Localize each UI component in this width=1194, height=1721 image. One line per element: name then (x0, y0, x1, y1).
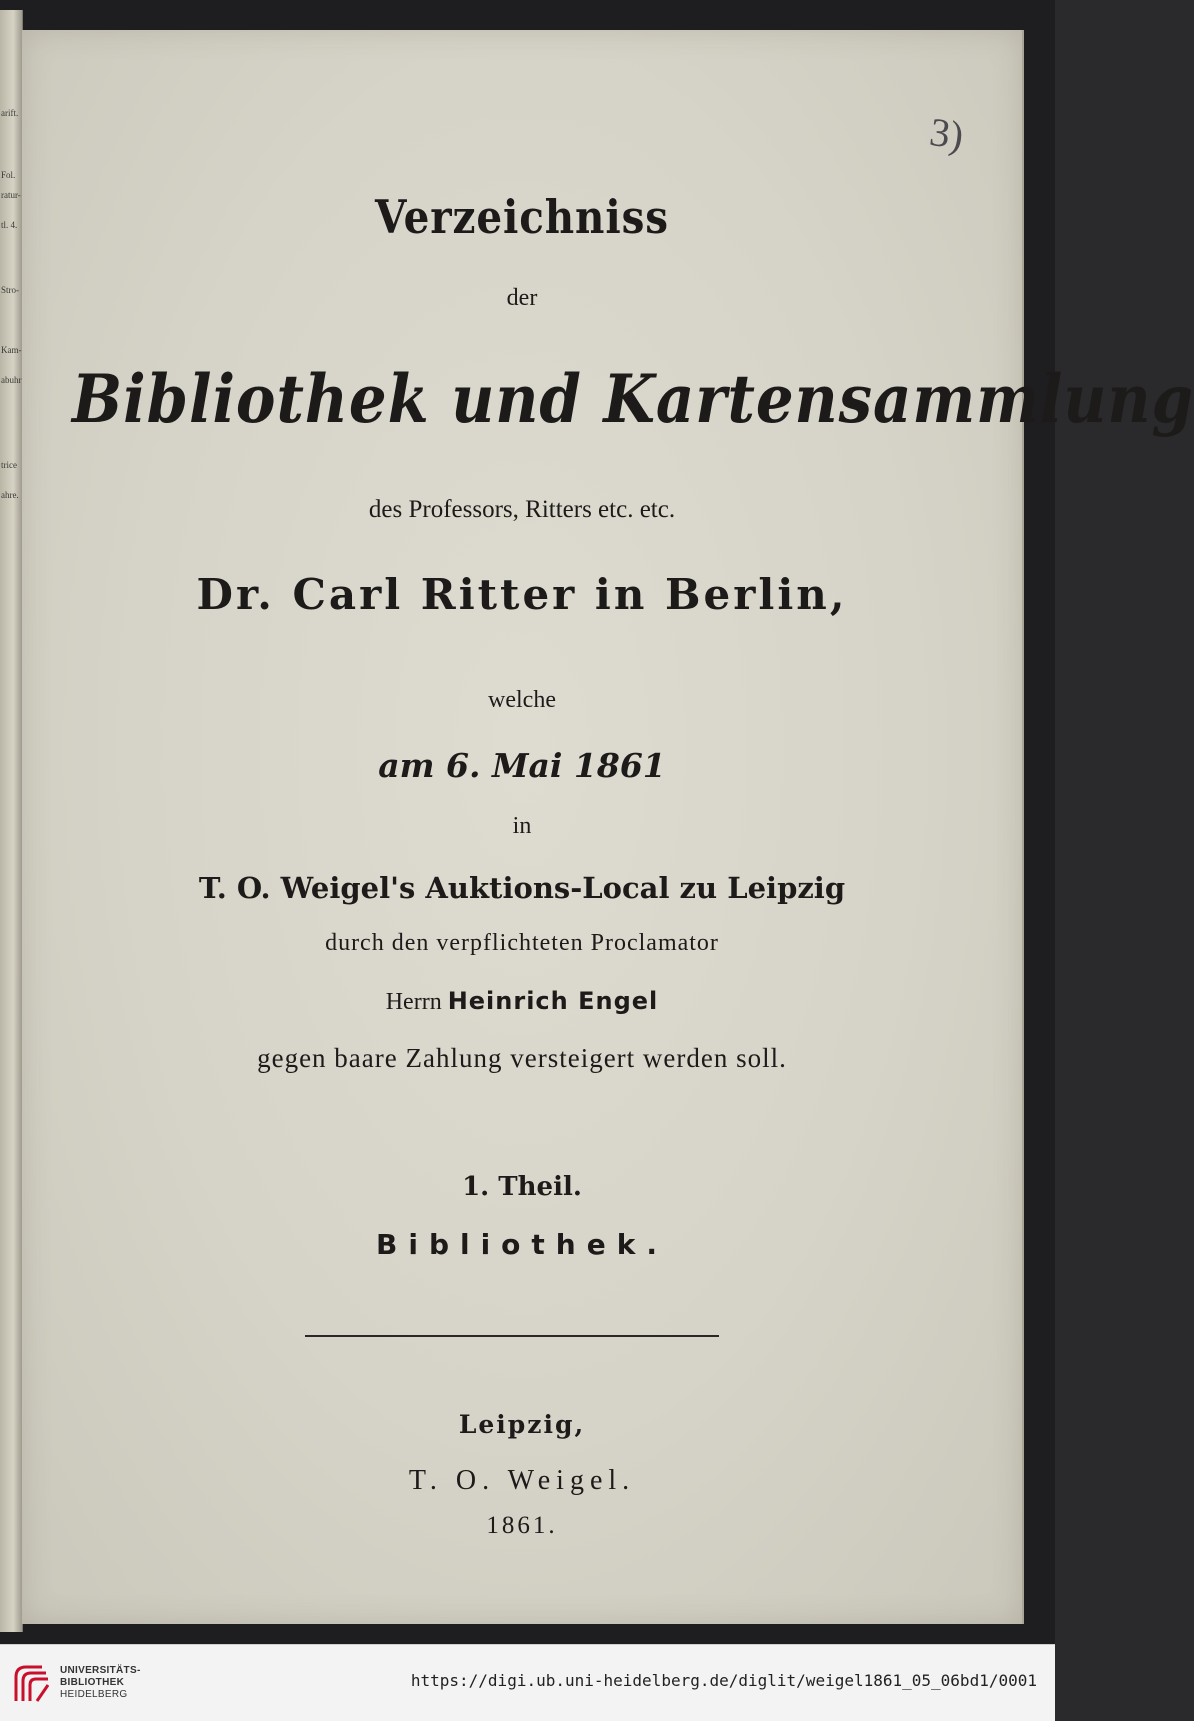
logo-line-3: HEIDELBERG (60, 1689, 128, 1700)
proclamator-line: durch den verpflichteten Proclamator (325, 930, 719, 956)
part-title: Bibliothek. (376, 1228, 668, 1261)
handwritten-page-number: 3) (927, 108, 967, 159)
margin-fragment: tl. 4. (1, 220, 18, 230)
margin-fragment: Kam- (1, 345, 22, 355)
logo-line-1: UNIVERSITÄTS- (60, 1665, 141, 1676)
title-page (22, 30, 1194, 1624)
margin-fragment: abuhr (1, 375, 22, 385)
margin-fragment: Stro- (1, 285, 19, 295)
owner-name: Dr. Carl Ritter in Berlin, (196, 570, 848, 619)
herrn-prefix: Herrn (385, 989, 442, 1015)
library-logo-text (60, 1665, 141, 1701)
permalink-url[interactable]: https://digi.ub.uni-heidelberg.de/diglit/weigel1861_05_06bd1/0001 (410, 1671, 1037, 1690)
margin-fragment: ahre. (1, 490, 19, 500)
imprint-publisher: T. O. Weigel. (408, 1465, 636, 1496)
welche-line: welche (488, 687, 556, 713)
margin-fragment: ratur- (1, 190, 21, 200)
professor-line: des Professors, Ritters etc. etc. (368, 496, 676, 523)
auctioneer-name: Heinrich Engel (447, 987, 659, 1015)
connector-der: der (506, 285, 538, 311)
subtitle-blackletter: Bibliothek und Kartensammlung (72, 360, 1194, 438)
margin-fragment: Fol. (1, 170, 16, 180)
auctioneer-line (22, 987, 1022, 1016)
horizontal-rule (305, 1335, 719, 1337)
in-line: in (512, 813, 532, 839)
logo-line-2: BIBLIOTHEK (60, 1677, 125, 1688)
part-number: 1. Theil. (462, 1172, 582, 1202)
title-verzeichniss: Verzeichniss (375, 190, 669, 244)
margin-fragment: arift. (1, 108, 19, 118)
margin-fragment: trice (1, 460, 17, 470)
imprint-place: Leipzig, (458, 1410, 586, 1439)
auction-date: am 6. Mai 1861 (378, 746, 666, 785)
footer-bar (0, 1644, 1055, 1721)
auction-venue: T. O. Weigel's Auktions-Local zu Leipzig (198, 871, 846, 905)
payment-line: gegen baare Zahlung versteigert werden soll. (257, 1043, 787, 1073)
library-logo-icon[interactable] (12, 1663, 52, 1705)
imprint-year: 1861. (486, 1512, 558, 1539)
previous-page-edge (0, 10, 23, 1632)
